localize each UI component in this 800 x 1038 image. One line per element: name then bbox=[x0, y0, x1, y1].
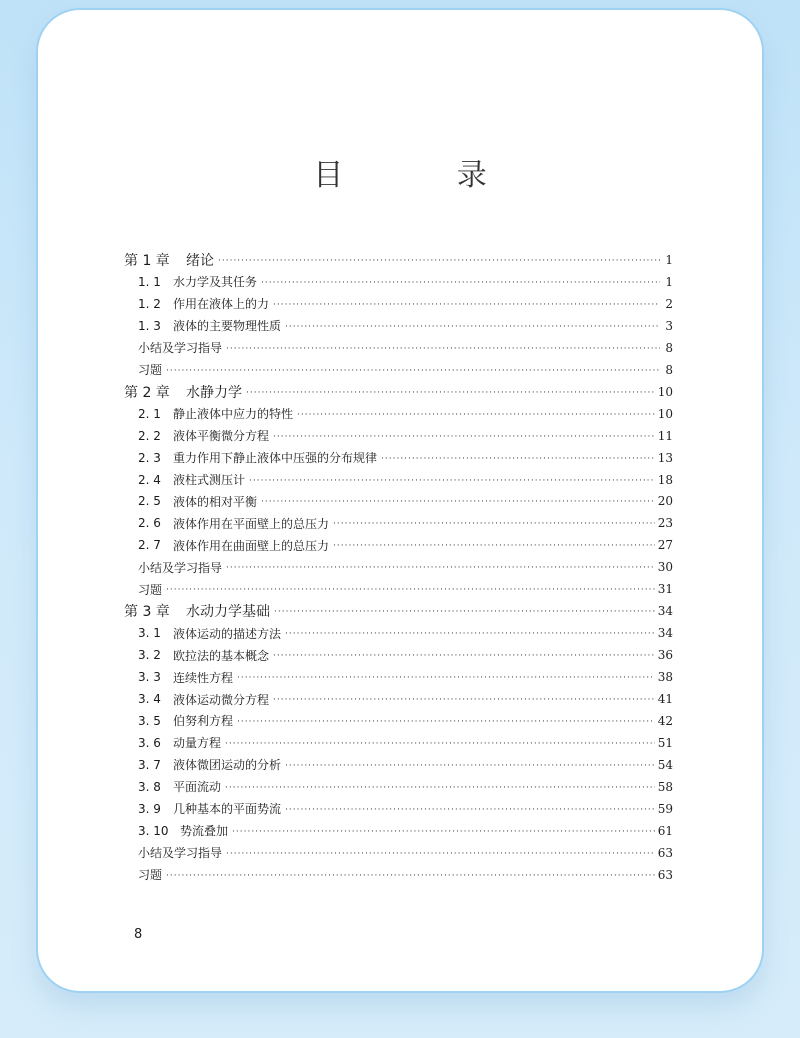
toc-entry-page: 59 bbox=[657, 801, 673, 816]
page-title: 目 录 bbox=[313, 158, 539, 193]
toc-entry-page: 63 bbox=[657, 867, 673, 882]
toc-entry bbox=[138, 360, 673, 380]
toc-entry bbox=[138, 667, 673, 687]
dot-leader bbox=[261, 497, 655, 507]
section-number: 3. 7 bbox=[138, 757, 161, 772]
chapter-number: 第 2 章 bbox=[124, 384, 170, 401]
toc-entry-title: 小结及学习指导 bbox=[138, 560, 223, 575]
toc-entry-page: 36 bbox=[657, 648, 673, 663]
toc-entry-title: 水动力学基础 bbox=[186, 604, 270, 621]
section-number: 3. 10 bbox=[138, 823, 169, 838]
toc-entry-page: 30 bbox=[657, 560, 673, 575]
toc-entry-page: 42 bbox=[657, 713, 673, 728]
toc-entry bbox=[138, 623, 673, 643]
section-number: 3. 2 bbox=[138, 648, 161, 663]
toc-entry bbox=[138, 513, 673, 533]
section-number: 3. 6 bbox=[138, 735, 161, 750]
toc-entry-title: 伯努利方程 bbox=[173, 714, 234, 729]
toc-entry-page: 20 bbox=[657, 494, 673, 509]
toc-entry-page: 3 bbox=[665, 318, 673, 333]
toc-entry-title: 重力作用下静止液体中压强的分布规律 bbox=[173, 451, 378, 466]
section-number: 2. 5 bbox=[138, 494, 161, 509]
dot-leader bbox=[297, 410, 655, 420]
dot-leader bbox=[273, 651, 655, 661]
toc-entry bbox=[124, 382, 673, 402]
section-number: 2. 2 bbox=[138, 428, 161, 443]
toc-entry-title: 习题 bbox=[138, 363, 163, 378]
toc-entry-page: 2 bbox=[665, 296, 673, 311]
section-number: 2. 1 bbox=[138, 406, 161, 421]
dot-leader bbox=[285, 629, 655, 639]
toc-entry bbox=[138, 426, 673, 446]
dot-leader bbox=[166, 366, 660, 376]
toc-entry-title: 作用在液体上的力 bbox=[173, 297, 270, 312]
toc-entry bbox=[138, 535, 673, 555]
dot-leader bbox=[237, 717, 655, 727]
toc-entry bbox=[138, 843, 673, 863]
toc-entry bbox=[138, 272, 673, 292]
dot-leader bbox=[273, 300, 660, 310]
section-number: 3. 4 bbox=[138, 692, 161, 706]
toc-entry-page: 34 bbox=[657, 626, 673, 641]
toc-entry-page: 31 bbox=[657, 582, 673, 597]
toc-entry-page: 18 bbox=[657, 472, 673, 487]
section-number: 3. 1 bbox=[138, 626, 161, 641]
toc-entry-title: 习题 bbox=[138, 582, 163, 597]
toc-entry-page: 58 bbox=[657, 779, 673, 794]
toc-entry-title: 几种基本的平面势流 bbox=[173, 802, 282, 817]
toc-entry bbox=[138, 448, 673, 468]
toc-entry bbox=[138, 294, 673, 314]
toc-entry-title: 平面流动 bbox=[173, 780, 222, 795]
toc-entry bbox=[138, 711, 673, 731]
toc-entry bbox=[138, 470, 673, 490]
toc-entry bbox=[138, 755, 673, 775]
toc-entry-page: 8 bbox=[665, 340, 673, 355]
section-number: 2. 7 bbox=[138, 538, 161, 553]
toc-entry-title: 液体运动的描述方法 bbox=[173, 626, 282, 641]
dot-leader bbox=[225, 739, 655, 749]
toc-entry-title: 液体微团运动的分析 bbox=[173, 758, 282, 773]
toc-entry-title: 液体作用在曲面壁上的总压力 bbox=[173, 538, 330, 553]
section-number: 1. 2 bbox=[138, 296, 161, 311]
toc-entry bbox=[138, 645, 673, 665]
dot-leader bbox=[285, 322, 660, 332]
dot-leader bbox=[261, 278, 660, 288]
toc-entry-page: 10 bbox=[657, 384, 673, 399]
toc-entry-title: 小结及学习指导 bbox=[138, 846, 223, 861]
section-number: 3. 3 bbox=[138, 670, 161, 685]
dot-leader bbox=[333, 519, 655, 529]
section-number: 2. 4 bbox=[138, 472, 161, 487]
toc-entry bbox=[124, 250, 673, 270]
dot-leader bbox=[226, 563, 655, 573]
toc-entry-page: 54 bbox=[657, 757, 673, 772]
chapter-number: 第 1 章 bbox=[124, 253, 170, 269]
toc-entry-page: 27 bbox=[657, 538, 673, 553]
toc-entry-title: 液体作用在平面壁上的总压力 bbox=[173, 516, 330, 531]
dot-leader bbox=[273, 695, 655, 705]
section-number: 3. 5 bbox=[138, 713, 161, 728]
toc-entry-title: 液柱式测压计 bbox=[173, 473, 246, 487]
section-number: 2. 3 bbox=[138, 450, 161, 465]
dot-leader bbox=[166, 871, 655, 881]
toc-entry-title: 习题 bbox=[138, 868, 163, 883]
toc-entry-title: 液体的主要物理性质 bbox=[173, 319, 282, 334]
toc-entry-page: 61 bbox=[657, 823, 673, 838]
dot-leader bbox=[232, 827, 655, 837]
chapter-number: 第 3 章 bbox=[124, 604, 170, 621]
toc-entry-page: 51 bbox=[657, 735, 673, 750]
toc-entry-page: 10 bbox=[657, 406, 673, 421]
toc-entry bbox=[138, 316, 673, 336]
toc-entry bbox=[138, 689, 673, 709]
dot-leader bbox=[225, 783, 655, 793]
toc-entry-title: 势流叠加 bbox=[180, 824, 229, 839]
dot-leader bbox=[246, 388, 655, 398]
toc-entry-title: 绪论 bbox=[186, 253, 214, 269]
dot-leader bbox=[218, 256, 660, 266]
toc-entry-title: 欧拉法的基本概念 bbox=[173, 648, 270, 663]
toc-entry-page: 13 bbox=[657, 450, 673, 465]
dot-leader bbox=[237, 673, 655, 683]
dot-leader bbox=[226, 849, 655, 859]
toc-entry bbox=[138, 865, 673, 885]
section-number: 1. 3 bbox=[138, 318, 161, 333]
toc-entry-page: 38 bbox=[657, 670, 673, 685]
dot-leader bbox=[166, 585, 655, 595]
toc-entry-title: 水静力学 bbox=[186, 384, 242, 401]
dot-leader bbox=[274, 607, 655, 617]
toc-entry bbox=[138, 579, 673, 599]
toc-entry-page: 41 bbox=[657, 692, 673, 706]
toc-entry-page: 1 bbox=[665, 274, 673, 289]
section-number: 2. 6 bbox=[138, 516, 161, 531]
dot-leader bbox=[333, 541, 655, 551]
toc-entry bbox=[138, 491, 673, 511]
toc-entry-page: 63 bbox=[657, 845, 673, 860]
toc-entry bbox=[138, 404, 673, 424]
section-number: 3. 9 bbox=[138, 801, 161, 816]
dot-leader bbox=[249, 476, 655, 486]
toc-entry-title: 水力学及其任务 bbox=[173, 275, 258, 290]
toc-entry bbox=[138, 799, 673, 819]
toc-entry bbox=[138, 777, 673, 797]
page-number: 8 bbox=[134, 927, 143, 942]
toc-entry-page: 1 bbox=[665, 253, 673, 267]
toc-entry-title: 连续性方程 bbox=[173, 670, 234, 685]
toc-entry-page: 34 bbox=[657, 604, 673, 619]
toc-entry-title: 静止液体中应力的特性 bbox=[173, 407, 294, 422]
toc-entry-page: 11 bbox=[657, 428, 673, 443]
toc-entry bbox=[138, 821, 673, 841]
section-number: 1. 1 bbox=[138, 274, 161, 289]
toc-entry-title: 液体的相对平衡 bbox=[173, 494, 258, 509]
toc-entry-title: 动量方程 bbox=[173, 736, 222, 751]
dot-leader bbox=[381, 454, 655, 464]
toc-entry bbox=[138, 338, 673, 358]
toc-entry-page: 23 bbox=[657, 516, 673, 531]
dot-leader bbox=[285, 761, 655, 771]
toc-entry-title: 小结及学习指导 bbox=[138, 341, 223, 356]
toc-entry-page: 8 bbox=[665, 362, 673, 377]
dot-leader bbox=[285, 805, 655, 815]
dot-leader bbox=[273, 432, 655, 442]
dot-leader bbox=[226, 344, 660, 354]
toc-entry bbox=[138, 557, 673, 577]
toc-entry bbox=[124, 601, 673, 621]
toc-entry bbox=[138, 733, 673, 753]
toc-entry-title: 液体运动微分方程 bbox=[173, 692, 270, 707]
toc-entry-title: 液体平衡微分方程 bbox=[173, 429, 270, 444]
section-number: 3. 8 bbox=[138, 779, 161, 794]
